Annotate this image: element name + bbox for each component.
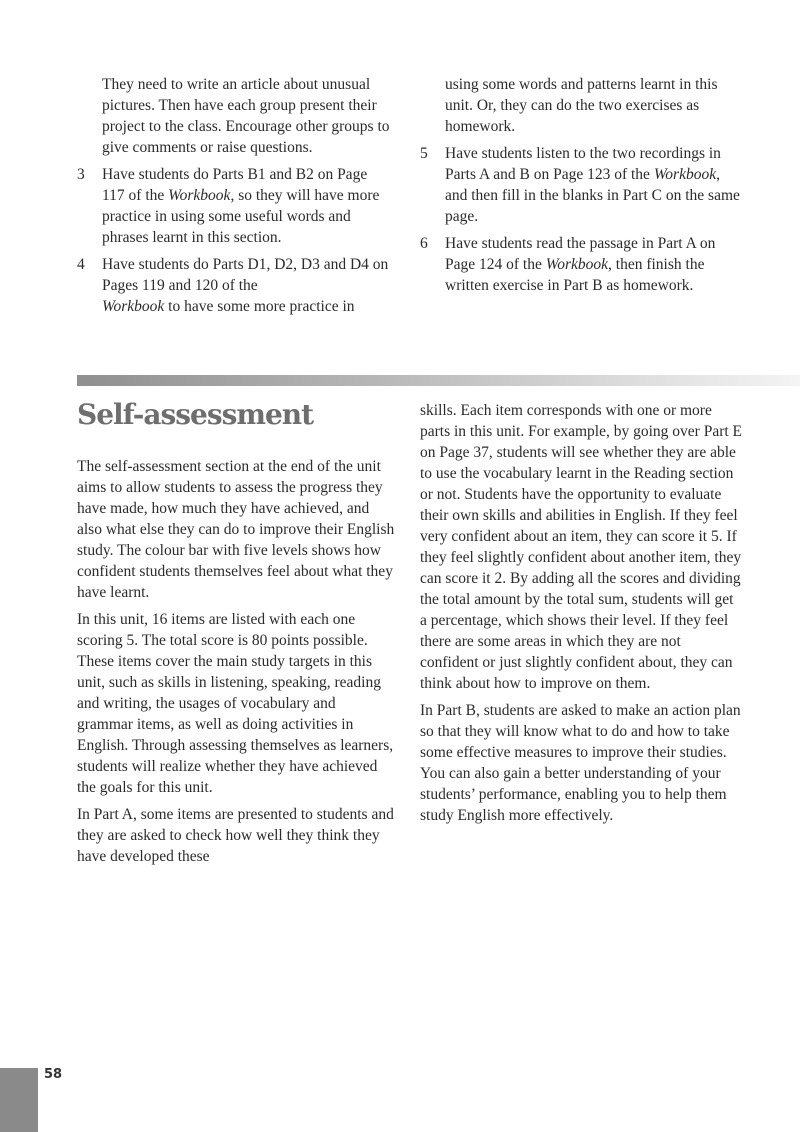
- paragraph: In Part B, students are asked to make an action plan so that they will know what to do and how to take some effective measures to improve their studies. You can also gain a better understanding of your students’ performance, enabling you to help them study English more effectively.: [420, 702, 741, 824]
- list-item-5: [420, 143, 742, 227]
- workbook-title: Workbook: [168, 187, 231, 204]
- item-text: Have students listen to the two recordings in Parts A and B on Page 123 of the: [445, 145, 721, 183]
- item-number: 5: [420, 145, 428, 162]
- item-text: , so they will have more practice in using some useful words and phrases learnt in this section.: [102, 187, 380, 246]
- paragraph: The self-assessment section at the end of the unit aims to allow students to assess the progress they have made, how much they have achieved, and also what else they can do to improve their English study. The colour bar with five levels shows how confident students themselves feel about what they have learnt.: [77, 458, 395, 601]
- item-text: Have students do Parts D1, D2, D3 and D4 on Pages 119 and 120 of the: [102, 256, 389, 294]
- list-continuation: [420, 74, 742, 137]
- list-item-4: [77, 254, 393, 317]
- list-continuation: [77, 74, 393, 158]
- paragraph: skills. Each item corresponds with one or more parts in this unit. For example, by going over Part E on Page 37, students will see whether they are able to use the vocabulary learnt in the Reading section or not. Students have the opportunity to evaluate their own skills and abilities in English. If they feel very confident about an item, they can score it 5. If they feel slightly confident about another item, they can score it 2. By adding all the scores and dividing the total amount by the total sum, students will get a percentage, which shows their level. If they feel there are some areas in which they are not confident or just slightly confident about, they can think about how to improve on them.: [420, 402, 743, 692]
- continuation-text: They need to write an article about unusual pictures. Then have each group present their project to the class. Encourage other groups to give comments or raise questions.: [102, 76, 390, 156]
- top-left-column: [77, 74, 393, 323]
- paragraph: In this unit, 16 items are listed with each one scoring 5. The total score is 80 points possible. These items cover the main study targets in this unit, such as skills in listening, speaking, reading and writing, the usages of vocabulary and grammar items, as well as doing activities in English. Through assessing themselves as learners, students will realize whether they have achieved the goals for this unit.: [77, 611, 394, 796]
- item-text: , and then fill in the blanks in Part C on the same page.: [445, 166, 740, 225]
- item-text: to have some more practice in: [164, 298, 355, 315]
- item-number: 3: [77, 166, 85, 183]
- page-tab: [0, 1068, 38, 1132]
- list-item-3: [77, 164, 393, 248]
- item-text: , then finish the written exercise in Part B as homework.: [445, 256, 705, 294]
- item-number: 6: [420, 235, 428, 252]
- page-number: 58: [44, 1067, 63, 1082]
- continuation-text: using some words and patterns learnt in this unit. Or, they can do the two exercises as homework.: [445, 76, 718, 135]
- section-right-column: [420, 400, 742, 832]
- section-left-column: [77, 456, 395, 873]
- workbook-title: Workbook: [653, 166, 717, 183]
- item-text: Have students read the passage in Part A on Page 124 of the: [445, 235, 716, 273]
- section-heading: Self-assessment: [77, 398, 314, 431]
- workbook-title: Workbook: [545, 256, 609, 273]
- list-item-6: [420, 233, 742, 296]
- section-divider: [77, 375, 800, 386]
- paragraph: In Part A, some items are presented to students and they are asked to check how well they think they have developed these: [77, 806, 394, 865]
- top-right-column: [420, 74, 742, 302]
- item-text: Have students do Parts B1 and B2 on Page 117 of the: [102, 166, 368, 204]
- item-number: 4: [77, 256, 85, 273]
- workbook-title: Workbook: [102, 298, 165, 315]
